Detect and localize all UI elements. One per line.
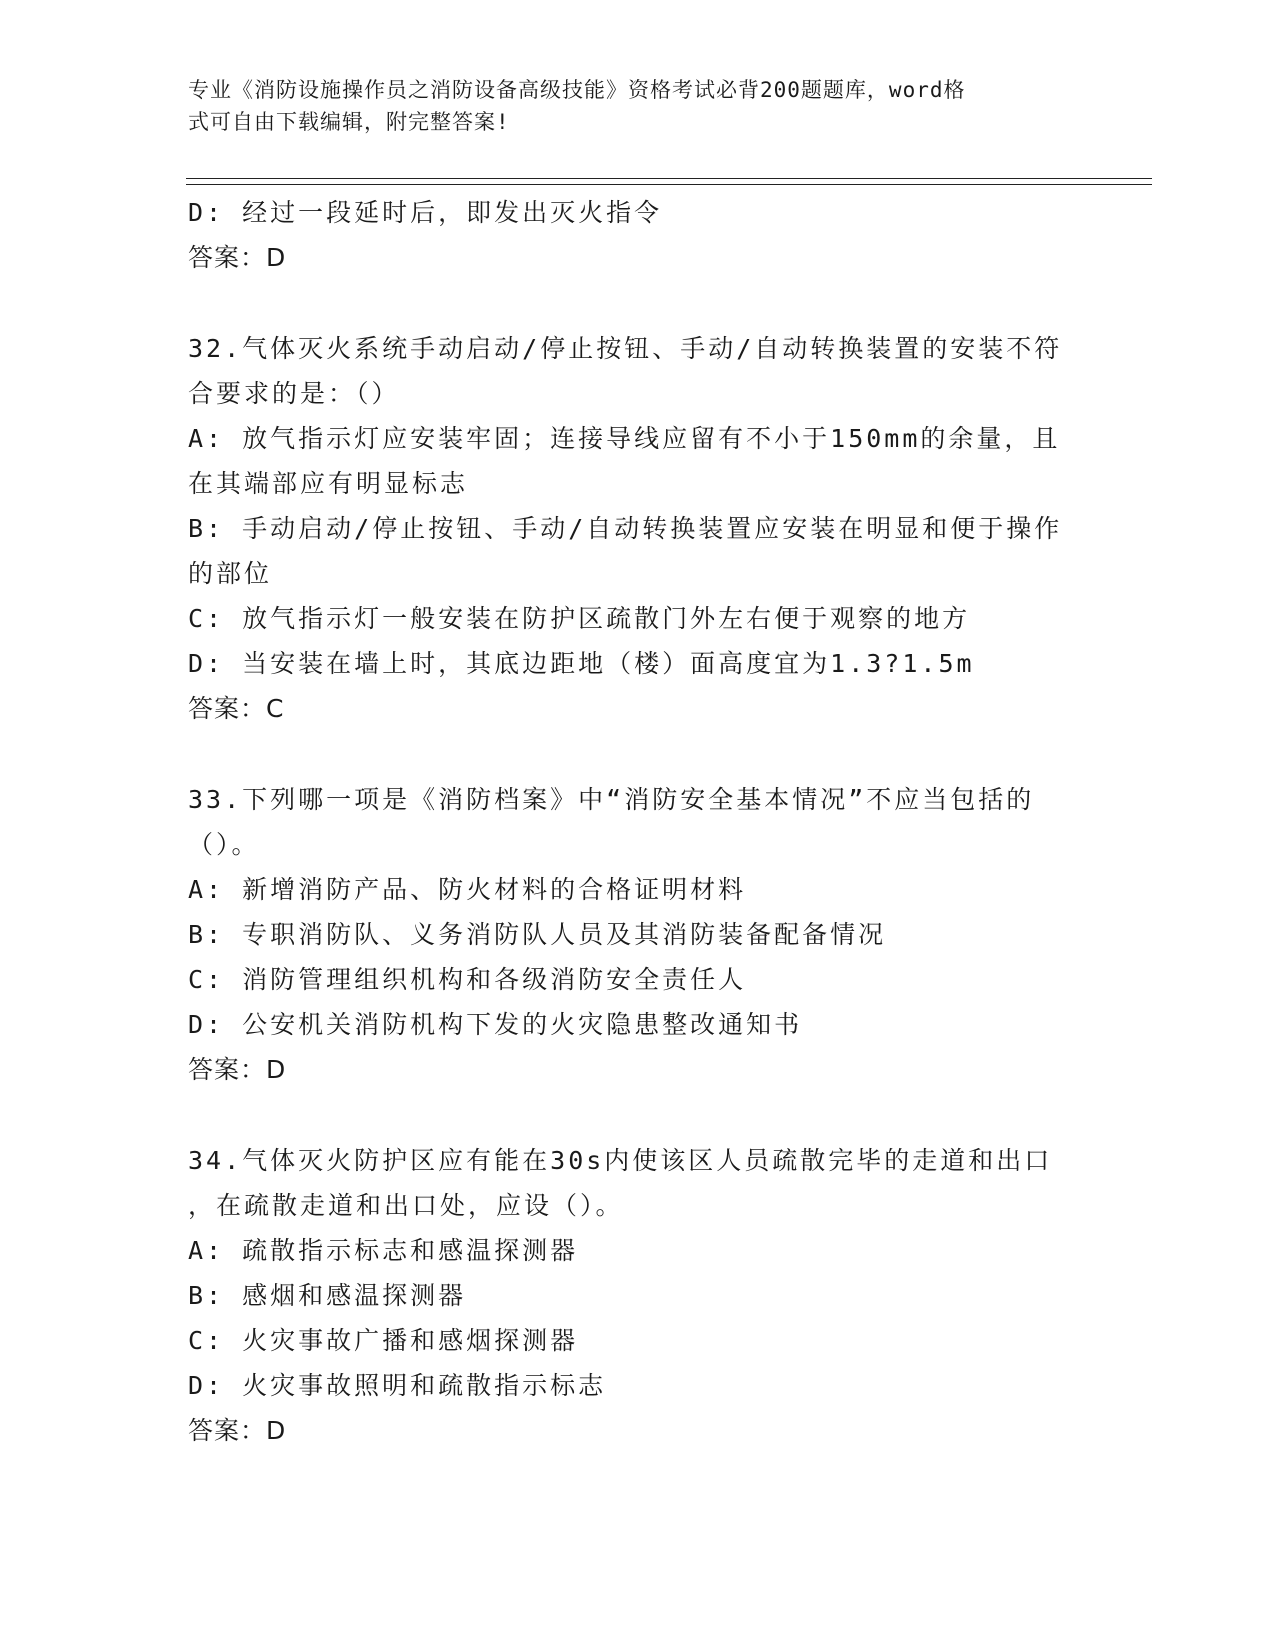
option-d: D: 火灾事故照明和疏散指示标志 [188,1371,607,1400]
option-b: B: 手动启动/停止按钮、手动/自动转换装置应安装在明显和便于操作 [188,514,1063,543]
option-d: D: 经过一段延时后，即发出灭火指令 [188,198,663,227]
answer-line: 答案：D [188,1055,287,1084]
question-stem-cont: 合要求的是：（） [188,379,400,408]
option-d: D: 当安装在墙上时，其底边距地（楼）面高度宜为1.3?1.5m [188,649,975,678]
question-stem-cont: ，在疏散走道和出口处，应设（）。 [188,1191,624,1220]
answer-line: 答案：C [188,694,285,723]
option-a: A: 疏散指示标志和感温探测器 [188,1236,579,1265]
question-stem-cont: （）。 [188,830,260,859]
previous-question-tail [188,190,1088,280]
question-33 [188,777,1088,1092]
answer-line: 答案：D [188,1416,287,1445]
header-rule-top [186,178,1152,179]
header-line-1: 专业《消防设施操作员之消防设备高级技能》资格考试必背200题题库，word格 [188,78,966,102]
question-stem: 33.下列哪一项是《消防档案》中“消防安全基本情况”不应当包括的 [188,785,1035,814]
option-b-cont: 的部位 [188,559,273,588]
header-rule-bottom [186,184,1152,185]
question-stem: 32.气体灭火系统手动启动/停止按钮、手动/自动转换装置的安装不符 [188,334,1063,363]
question-stem: 34.气体灭火防护区应有能在30s内使该区人员疏散完毕的走道和出口 [188,1146,1053,1175]
option-b: B: 感烟和感温探测器 [188,1281,467,1310]
option-a: A: 新增消防产品、防火材料的合格证明材料 [188,875,747,904]
option-c: C: 消防管理组织机构和各级消防安全责任人 [188,965,747,994]
document-body [188,190,1088,1453]
option-c: C: 火灾事故广播和感烟探测器 [188,1326,579,1355]
option-d: D: 公安机关消防机构下发的火灾隐患整改通知书 [188,1010,803,1039]
option-a: A: 放气指示灯应安装牢固；连接导线应留有不小于150mm的余量，且 [188,424,1061,453]
option-b: B: 专职消防队、义务消防队人员及其消防装备配备情况 [188,920,887,949]
question-34 [188,1138,1088,1453]
answer-line: 答案：D [188,243,287,272]
option-c: C: 放气指示灯一般安装在防护区疏散门外左右便于观察的地方 [188,604,971,633]
header-line-2: 式可自由下载编辑，附完整答案! [188,110,510,134]
page-header [188,74,1068,138]
option-a-cont: 在其端部应有明显标志 [188,469,469,498]
question-32 [188,326,1088,731]
